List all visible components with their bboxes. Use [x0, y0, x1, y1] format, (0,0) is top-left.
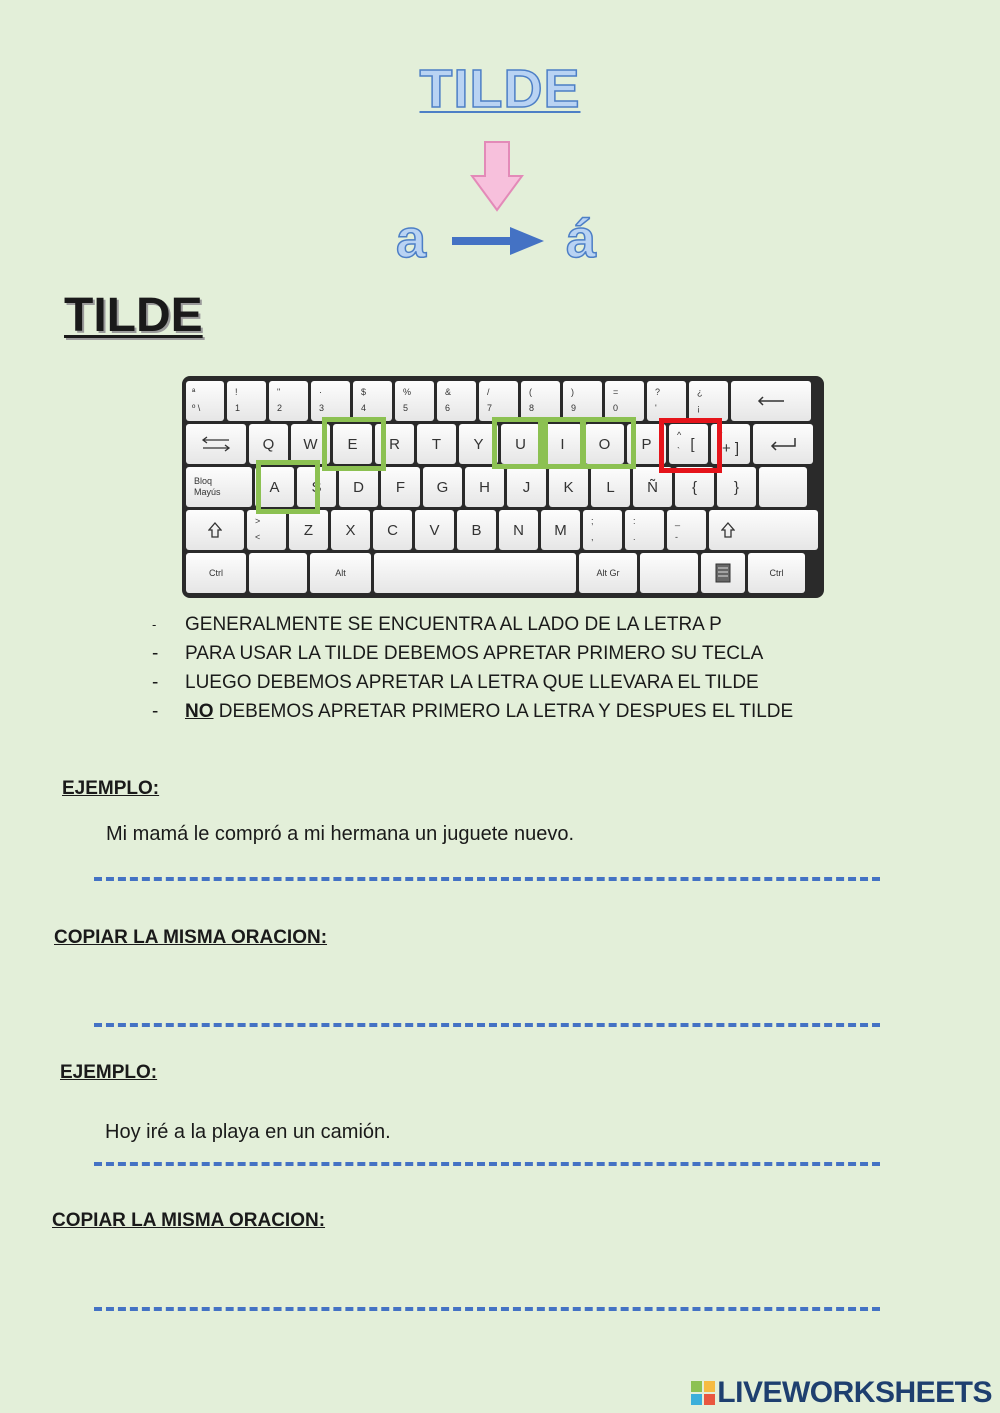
keyboard-row-numbers	[186, 381, 811, 421]
key-shift-left	[186, 510, 244, 550]
highlight-a-key	[256, 460, 320, 514]
instruction-item: - LUEGO DEBEMOS APRETAR LA LETRA QUE LLEVARA EL TILDE	[152, 672, 759, 693]
key: % 5	[395, 381, 434, 421]
key: I	[543, 424, 582, 464]
letter-without-accent: a	[396, 209, 427, 269]
key-ctrl-left: Ctrl	[186, 553, 246, 593]
key: J	[507, 467, 546, 507]
letter-with-accent: á	[566, 209, 597, 269]
key-enter-lower	[759, 467, 807, 507]
right-arrow-icon	[450, 225, 546, 257]
key: ? '	[647, 381, 686, 421]
menu-key-icon	[715, 563, 731, 583]
example-label: EJEMPLO:	[60, 1062, 158, 1083]
key: K	[549, 467, 588, 507]
key: S	[297, 467, 336, 507]
key: R	[375, 424, 414, 464]
example-sentence: Hoy iré a la playa en un camión.	[105, 1121, 391, 1143]
key: H	[465, 467, 504, 507]
key: Ñ	[633, 467, 672, 507]
instruction-item: - GENERALMENTE SE ENCUENTRA AL LADO DE LA LETRA P	[152, 614, 722, 635]
shift-arrow-icon	[208, 522, 222, 538]
key: M	[541, 510, 580, 550]
key: " 2	[269, 381, 308, 421]
copy-label: COPIAR LA MISMA ORACION:	[54, 927, 328, 948]
enter-arrow-icon	[769, 437, 797, 451]
key-fn	[249, 553, 307, 593]
key: E	[333, 424, 372, 464]
highlight-tilde-key	[659, 418, 722, 473]
key: Z	[289, 510, 328, 550]
tab-arrows-icon	[201, 436, 231, 452]
key: F	[381, 467, 420, 507]
key-altgr: Alt Gr	[579, 553, 637, 593]
key: A	[255, 467, 294, 507]
key: = 0	[605, 381, 644, 421]
answer-line	[94, 877, 880, 881]
instructions-list	[152, 610, 793, 726]
liveworksheets-logo	[691, 1376, 992, 1410]
answer-line-input[interactable]	[94, 1307, 880, 1311]
key-ctrl-right: Ctrl	[748, 553, 805, 593]
key-tab	[186, 424, 246, 464]
key: Q	[249, 424, 288, 464]
key-menu	[701, 553, 745, 593]
key: ¿ ¡	[689, 381, 728, 421]
key: W	[291, 424, 330, 464]
key: : .	[625, 510, 664, 550]
key: {	[675, 467, 714, 507]
key: B	[457, 510, 496, 550]
instruction-item: - NO DEBEMOS APRETAR PRIMERO LA LETRA Y DESPUES EL TILDE	[152, 701, 794, 722]
key: ª º \	[186, 381, 224, 421]
highlight-o-key	[580, 417, 636, 469]
key: N	[499, 510, 538, 550]
key: & 6	[437, 381, 476, 421]
keyboard-row-space	[186, 553, 805, 593]
example-label: EJEMPLO:	[62, 778, 160, 799]
key-win	[640, 553, 698, 593]
key: O	[585, 424, 624, 464]
instruction-item: - PARA USAR LA TILDE DEBEMOS APRETAR PRIMERO SU TECLA	[152, 643, 764, 664]
key: ) 9	[563, 381, 602, 421]
key: L	[591, 467, 630, 507]
key: > <	[247, 510, 286, 550]
key: G	[423, 467, 462, 507]
key-tilde: ^ ` [	[669, 424, 708, 464]
answer-line	[94, 1162, 880, 1166]
highlight-i-key	[538, 417, 586, 469]
key: · 3	[311, 381, 350, 421]
keyboard-row-bottom-letters	[186, 510, 818, 550]
key: U	[501, 424, 540, 464]
key: ( 8	[521, 381, 560, 421]
copy-label: COPIAR LA MISMA ORACION:	[52, 1210, 326, 1231]
key-enter	[753, 424, 813, 464]
key-alt: Alt	[310, 553, 371, 593]
key: ; ,	[583, 510, 622, 550]
key: T	[417, 424, 456, 464]
section-title: TILDE	[64, 289, 203, 342]
key-capslock: Bloq Mayús	[186, 467, 252, 507]
key: V	[415, 510, 454, 550]
key: * + ]	[711, 424, 750, 464]
example-sentence: Mi mamá le compró a mi hermana un juguete nuevo.	[106, 823, 575, 845]
key: P	[627, 424, 666, 464]
backspace-arrow-icon	[756, 396, 786, 406]
key: C	[373, 510, 412, 550]
key-space	[374, 553, 576, 593]
key: D	[339, 467, 378, 507]
key: / 7	[479, 381, 518, 421]
highlight-e-key	[322, 417, 386, 471]
answer-line-input[interactable]	[94, 1023, 880, 1027]
key: X	[331, 510, 370, 550]
key-shift-right	[709, 510, 818, 550]
key: $ 4	[353, 381, 392, 421]
key: }	[717, 467, 756, 507]
key: _ -	[667, 510, 706, 550]
liveworksheets-logo-icon	[691, 1381, 715, 1405]
down-arrow-icon	[470, 140, 524, 212]
key-backspace	[731, 381, 811, 421]
key: Y	[459, 424, 498, 464]
logo-text: LIVEWORKSHEETS	[717, 1376, 992, 1409]
key: ! 1	[227, 381, 266, 421]
worksheet-title: TILDE	[419, 59, 581, 119]
shift-arrow-icon	[721, 522, 735, 538]
